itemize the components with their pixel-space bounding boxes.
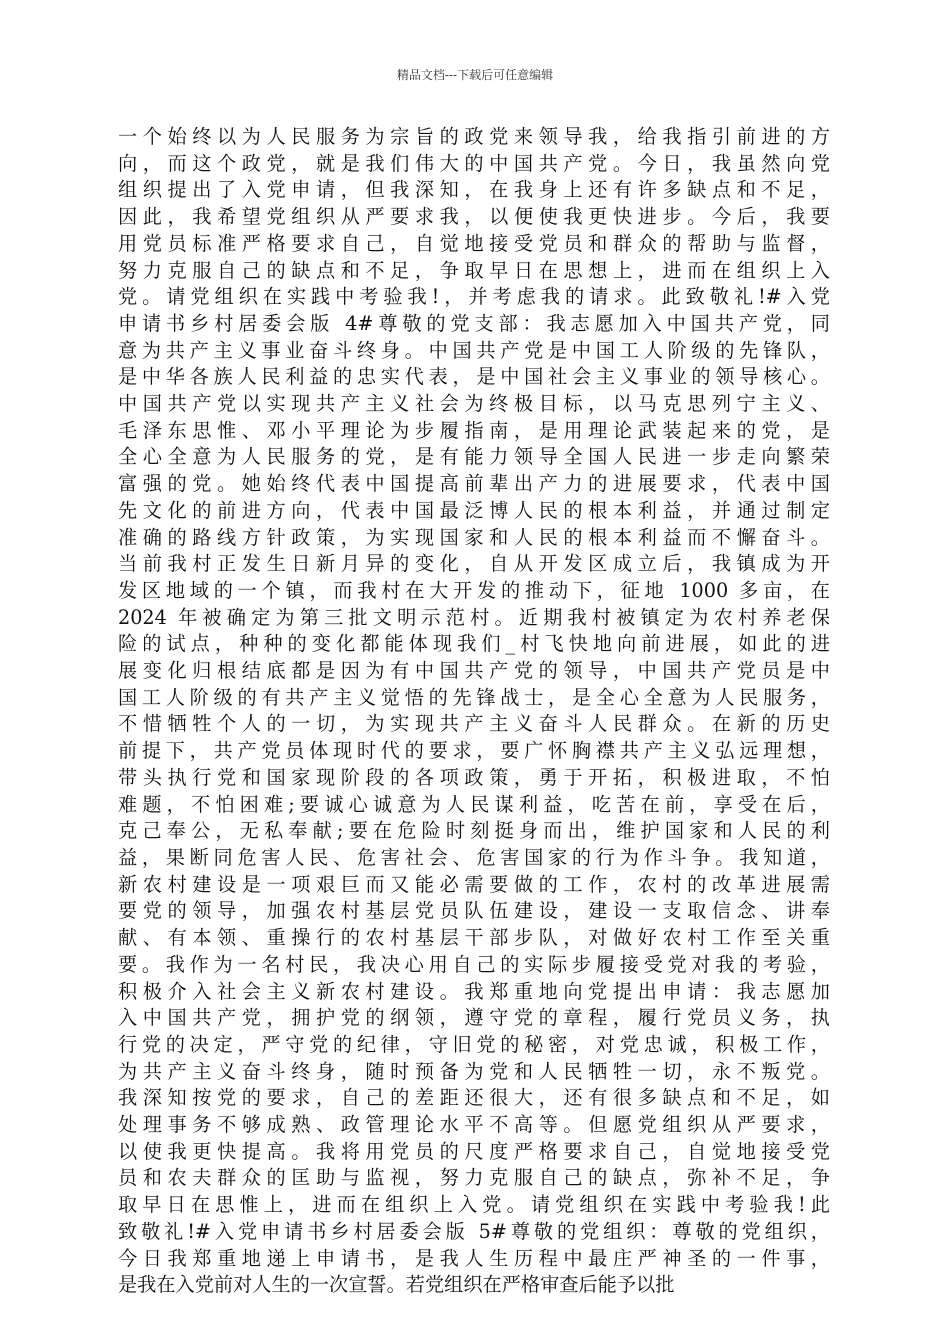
text-line: 要党的领导，加强农村基层党员队伍建设，建设一支取信念、讲奉	[118, 899, 830, 923]
text-line: 因此，我希望党组织从严要求我，以便使我更快进步。今后，我要	[118, 205, 830, 229]
text-line: 申请书乡村居委会版 4#尊敬的党支部：我志愿加入中国共产党，同	[118, 311, 830, 335]
text-line: 用党员标准严格要求自己，自觉地接受党员和群众的帮助与监督，	[118, 231, 830, 255]
text-line: 献、有本领、重操行的农村基层干部步队，对做好农村工作至关重	[118, 926, 830, 950]
text-line: 是中华各族人民利益的忠实代表，是中国社会主义事业的领导核心。	[118, 365, 830, 389]
text-line: 致敬礼!#入党申请书乡村居委会版 5#尊敬的党组织：尊敬的党组织，	[118, 1219, 830, 1243]
text-line: 益，果断同危害人民、危害社会、危害国家的行为作斗争。我知道，	[118, 845, 830, 869]
text-line: 发区地域的一个镇，而我村在大开发的推动下，征地 1000 多亩，在	[118, 578, 830, 602]
text-line: 先文化的前进方向，代表中国最泛博人民的根本利益，并通过制定	[118, 498, 830, 522]
text-line: 带头执行党和国家现阶段的各项政策，勇于开拓，积极进取，不怕	[118, 765, 830, 789]
text-line: 行党的决定，严守党的纪律，守旧党的秘密，对党忠诚，积极工作，	[118, 1032, 830, 1056]
text-line: 全心全意为人民服务的党，是有能力领导全国人民进一步走向繁荣	[118, 445, 830, 469]
text-line: 2024 年被确定为第三批文明示范村。近期我村被镇定为农村养老保	[118, 605, 830, 629]
text-line: 取早日在思惟上，进而在组织上入党。请党组织在实践中考验我!此	[118, 1193, 830, 1217]
text-line: 意为共产主义事业奋斗终身。中国共产党是中国工人阶级的先锋队，	[118, 338, 830, 362]
text-line: 难题，不怕困难;要诚心诚意为人民谋利益，吃苦在前，享受在后，	[118, 792, 830, 816]
text-line: 国工人阶级的有共产主义觉悟的先锋战士，是全心全意为人民服务，	[118, 685, 830, 709]
text-line: 是我在入党前对人生的一次宣誓。若党组织在严格审查后能予以批	[118, 1273, 675, 1297]
text-line: 向，而这个政党，就是我们伟大的中国共产党。今日，我虽然向党	[118, 151, 830, 175]
text-line: 准确的路线方针政策，为实现国家和人民的根本利益而不懈奋斗。	[118, 525, 830, 549]
text-line: 积极介入社会主义新农村建设。我郑重地向党提出申请：我志愿加	[118, 979, 830, 1003]
text-line: 组织提出了入党申请，但我深知，在我身上还有许多缺点和不足，	[118, 178, 830, 202]
text-line: 我深知按党的要求，自己的差距还很大，还有很多缺点和不足，如	[118, 1086, 830, 1110]
text-line: 不惜牺牲个人的一切，为实现共产主义奋斗人民群众。在新的历史	[118, 712, 830, 736]
text-line: 富强的党。她始终代表中国提高前辈出产力的进展要求，代表中国	[118, 472, 830, 496]
text-line: 以使我更快提高。我将用党员的尺度严格要求自己，自觉地接受党	[118, 1139, 830, 1163]
text-line: 当前我村正发生日新月异的变化，自从开发区成立后，我镇成为开	[118, 552, 830, 576]
text-line: 险的试点，种种的变化都能体现我们_村飞快地向前进展，如此的进	[118, 632, 830, 656]
text-line: 入中国共产党，拥护党的纲领，遵守党的章程，履行党员义务，执	[118, 1006, 830, 1030]
text-line: 处理事务不够成熟、政管理论水平不高等。但愿党组织从严要求，	[118, 1113, 830, 1137]
text-line: 中国共产党以实现共产主义社会为终极目标，以马克思列宁主义、	[118, 392, 830, 416]
text-line: 一个始终以为人民服务为宗旨的政党来领导我，给我指引前进的方	[118, 125, 830, 148]
text-line: 为共产主义奋斗终身，随时预备为党和人民牺牲一切，永不叛党。	[118, 1059, 830, 1083]
text-line: 员和农夫群众的匡助与监视，努力克服自己的缺点，弥补不足，争	[118, 1166, 830, 1190]
text-line: 党。请党组织在实践中考验我!，并考虑我的请求。此致敬礼!#入党	[118, 285, 830, 309]
text-line: 今日我郑重地递上申请书，是我人生历程中最庄严神圣的一件事，	[118, 1246, 830, 1270]
text-line: 前提下，共产党员体现时代的要求，要广怀胸襟共产主义弘远理想，	[118, 739, 830, 763]
text-line: 毛泽东思惟、邓小平理论为步履指南，是用理论武装起来的党，是	[118, 418, 830, 442]
text-line: 克己奉公，无私奉献;要在危险时刻挺身而出，维护国家和人民的利	[118, 819, 830, 843]
text-line: 要。我作为一名村民，我决心用自己的实际步履接受党对我的考验，	[118, 952, 830, 976]
page-header: 精品文档---下载后可任意编辑	[396, 68, 554, 82]
text-line: 新农村建设是一项艰巨而又能必需要做的工作，农村的改革进展需	[118, 872, 830, 896]
text-line: 展变化归根结底都是因为有中国共产党的领导，中国共产党员是中	[118, 659, 830, 683]
body-text	[118, 124, 830, 1299]
text-line: 努力克服自己的缺点和不足，争取早日在思想上，进而在组织上入	[118, 258, 830, 282]
